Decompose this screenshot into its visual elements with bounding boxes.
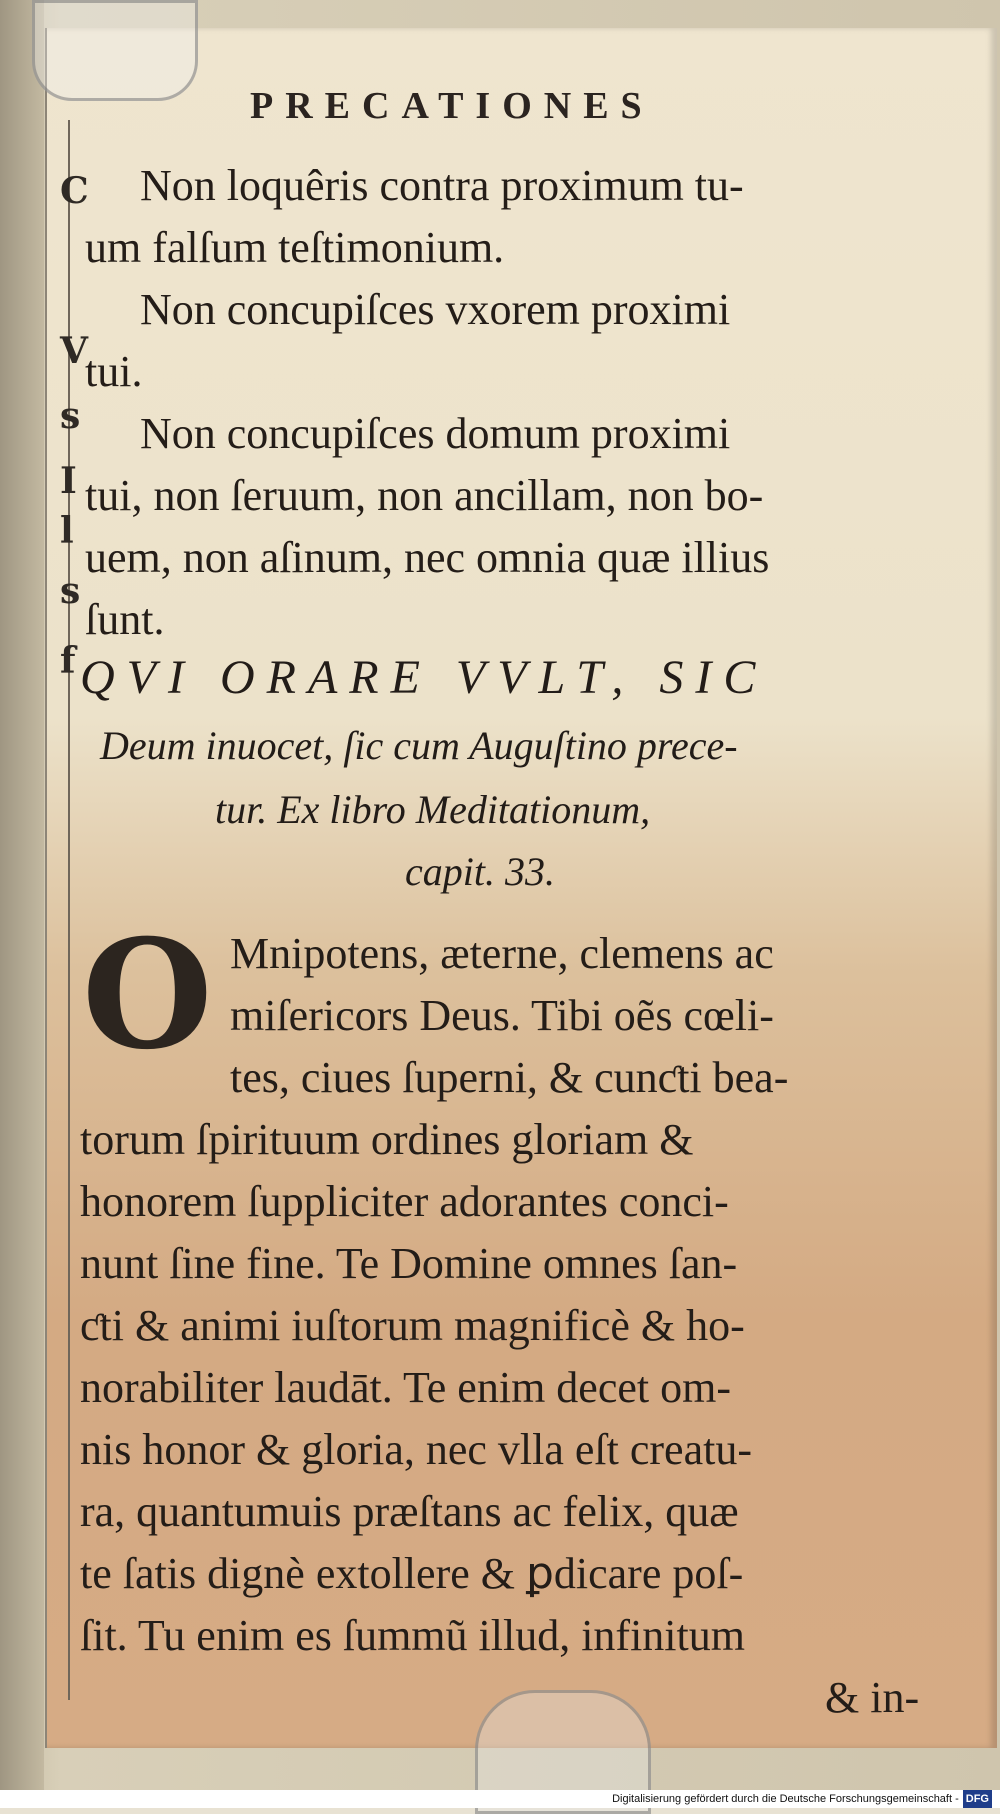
text-line: uem, non aſinum, nec omnia quæ illius xyxy=(85,533,770,582)
section-subtitle: tur. Ex libro Meditationum, xyxy=(215,787,651,832)
page-clip-top xyxy=(32,0,198,101)
text-line: um falſum teſtimonium. xyxy=(85,223,505,272)
edge-char: l xyxy=(60,510,74,552)
drop-capital: O xyxy=(82,907,213,1083)
edge-char: f xyxy=(60,640,76,682)
text-line: ſunt. xyxy=(85,595,165,644)
text-line: torum ſpirituum ordines gloriam & xyxy=(80,1115,694,1164)
footer-text: Digitalisierung gefördert durch die Deutsche Forschungsgemeinschaft - xyxy=(612,1793,959,1805)
text-line: Non loquêris contra proximum tu- xyxy=(140,161,744,210)
text-line: ra, quantumuis præſtans ac felix, quæ xyxy=(80,1487,739,1536)
text-line: Non concupiſces domum proximi xyxy=(140,409,731,458)
text-line: nunt ſine fine. Te Domine omnes ſan- xyxy=(80,1239,738,1288)
book-binding-edge xyxy=(0,0,44,1790)
text-line: Mnipotens, æterne, clemens ac xyxy=(230,929,774,978)
text-line: tui. xyxy=(85,347,143,396)
section-subtitle: Deum inuocet, ſic cum Auguſtino prece- xyxy=(100,723,738,768)
text-line: te ſatis dignè extollere & ꝑdicare poſ- xyxy=(80,1549,744,1598)
edge-char: s xyxy=(60,570,81,612)
chapter-reference: capit. 33. xyxy=(405,849,555,894)
dfg-logo: DFG xyxy=(963,1790,992,1808)
text-line: nis honor & gloria, nec vlla eſt creatu- xyxy=(80,1425,752,1474)
text-line: Non concupiſces vxorem proximi xyxy=(140,285,731,334)
text-line: ſit. Tu enim es ſummũ illud, infinitum xyxy=(80,1611,745,1660)
text-line: tes, ciues ſuperni, & cunƈti bea- xyxy=(230,1053,789,1102)
edge-char: I xyxy=(60,460,77,502)
section-title: QVI ORARE VVLT, SIC xyxy=(80,651,768,704)
text-line: miſericors Deus. Tibi oẽs cœli- xyxy=(230,991,774,1040)
text-line: honorem ſuppliciter adorantes conci- xyxy=(80,1177,729,1226)
running-header: PRECATIONES xyxy=(250,85,654,127)
text-line: norabiliter laudāt. Te enim decet om- xyxy=(80,1363,731,1412)
text-line: ƈti & animi iuſtorum magnificè & ho- xyxy=(80,1301,745,1350)
edge-char: C xyxy=(60,170,89,212)
catchword: & in- xyxy=(825,1673,920,1722)
edge-char: s xyxy=(60,395,81,437)
text-line: tui, non ſeruum, non ancillam, non bo- xyxy=(85,471,764,520)
funding-footer xyxy=(0,1790,1000,1808)
edge-char: V xyxy=(60,330,88,372)
